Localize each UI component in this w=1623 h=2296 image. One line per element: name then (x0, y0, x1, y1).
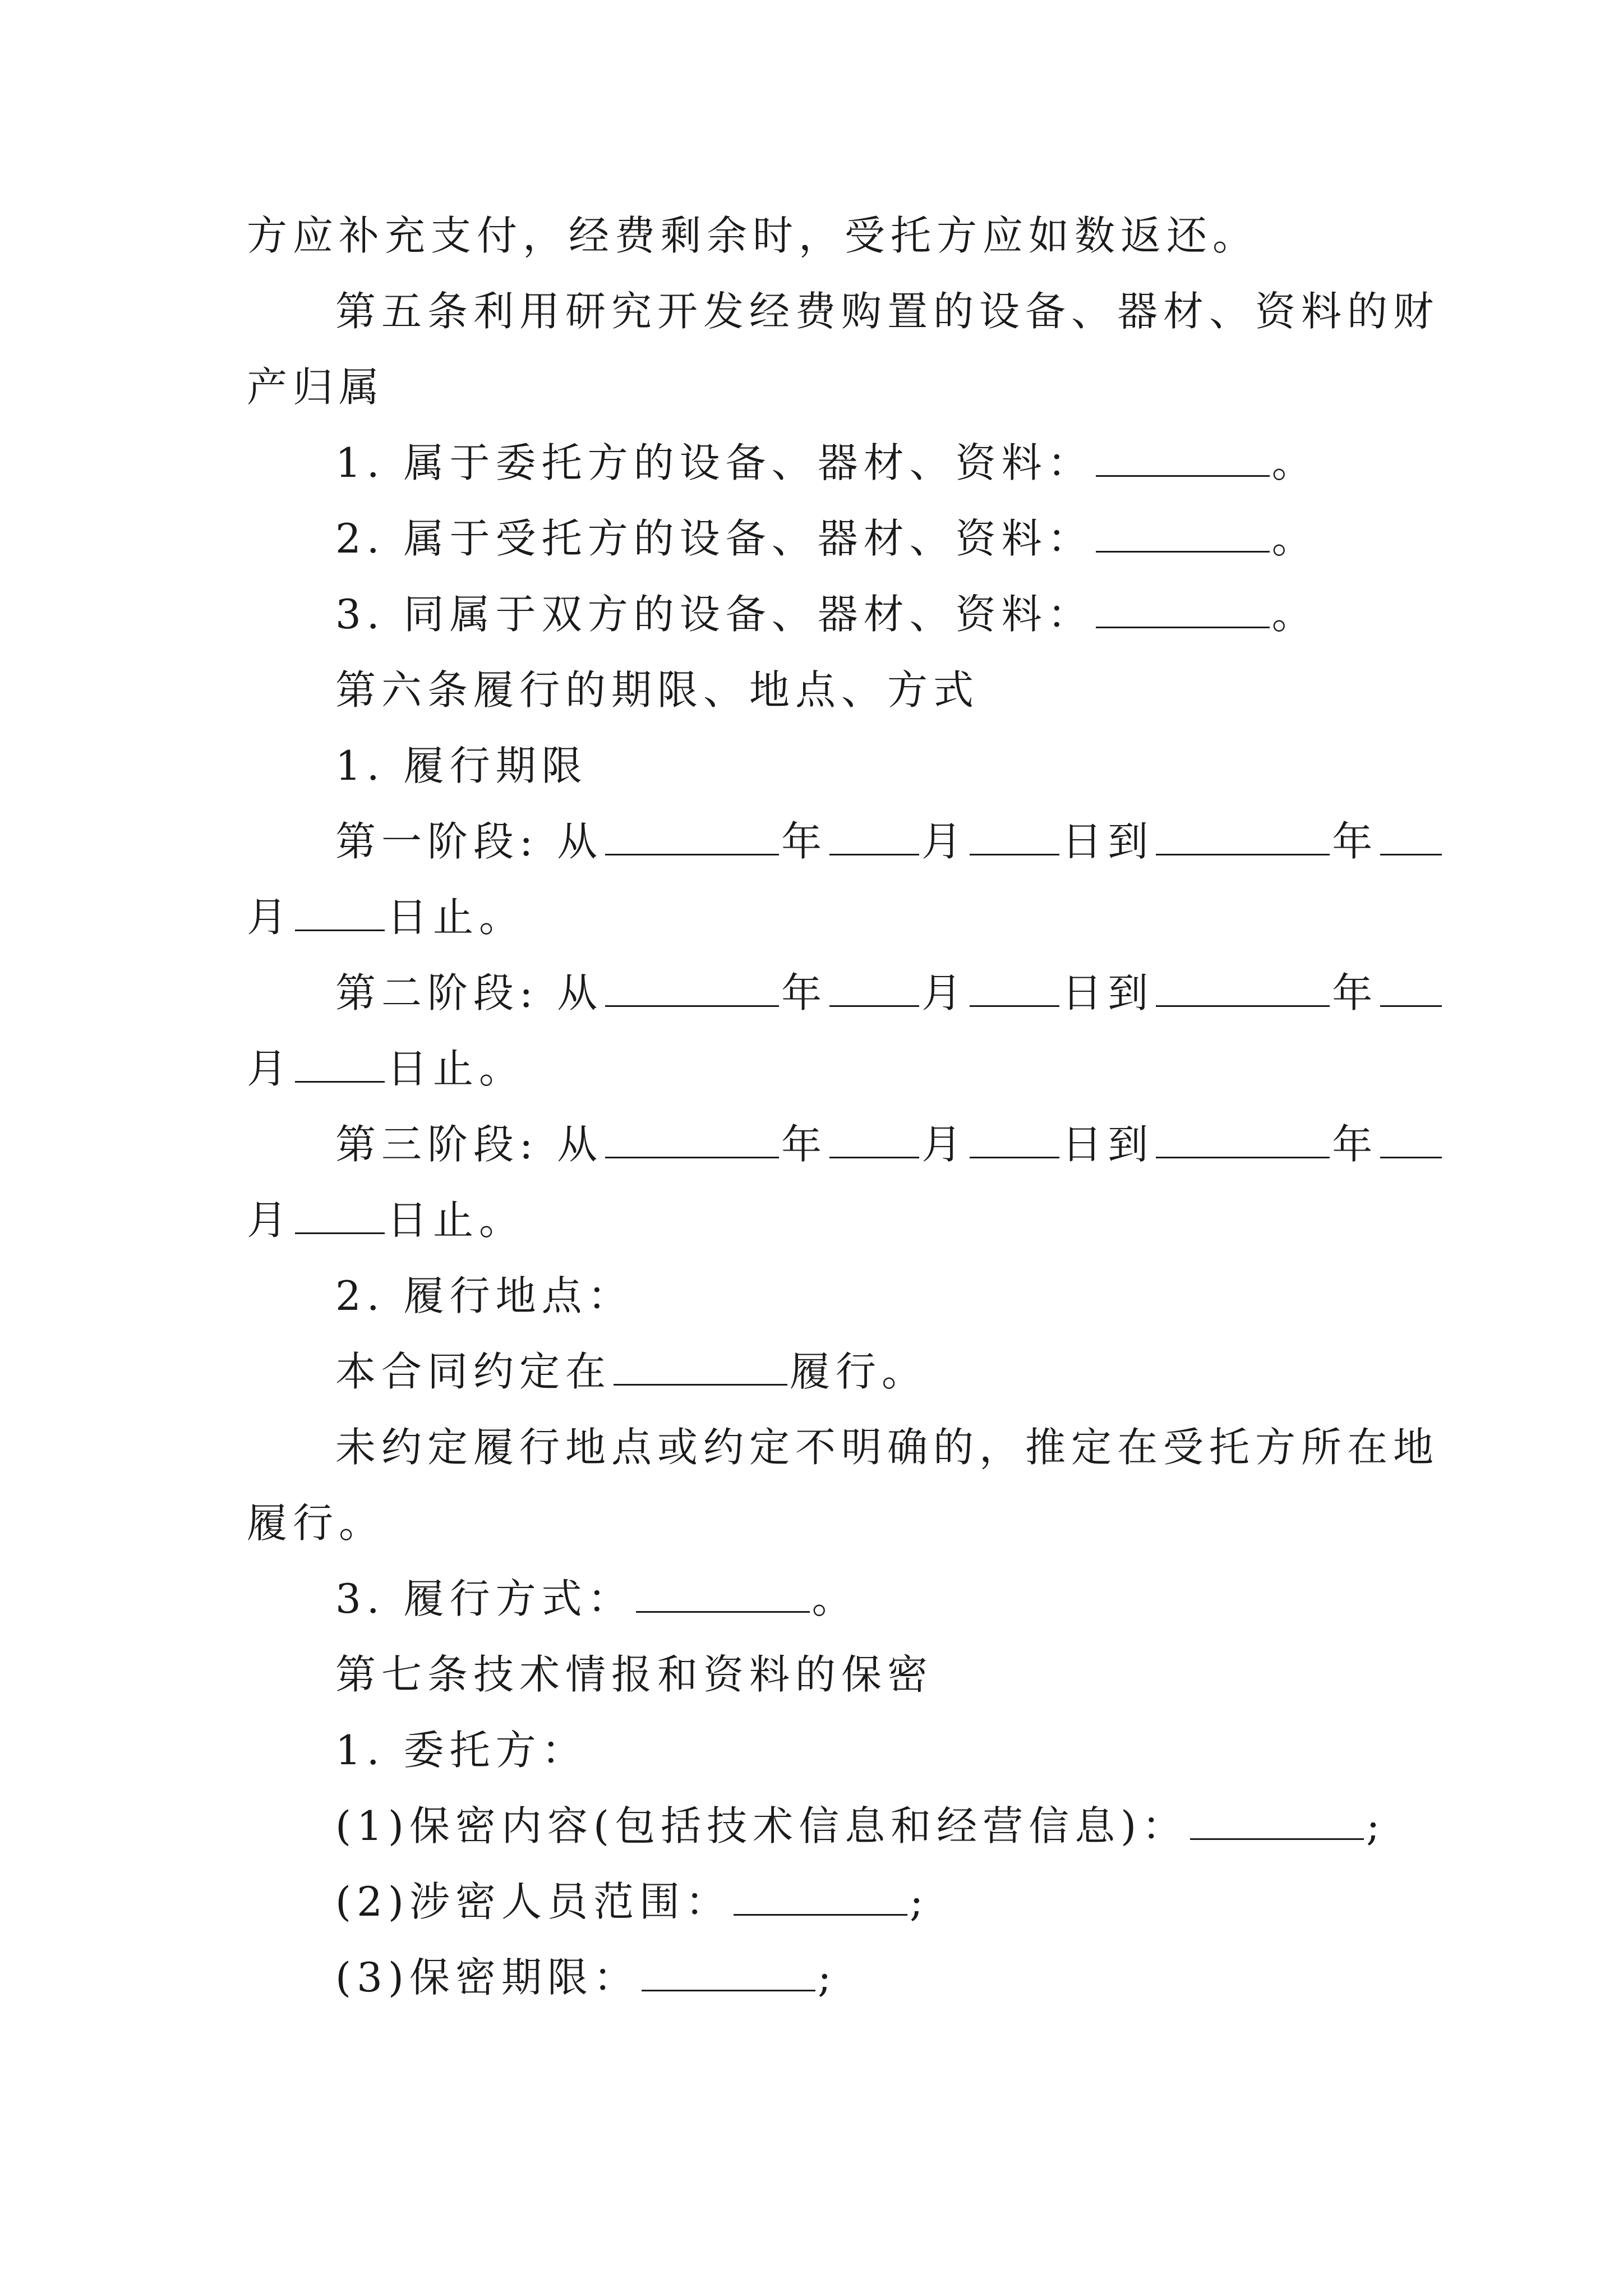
stage-line-end (247, 1041, 525, 1097)
text: 月 (921, 969, 968, 1016)
text: 年 (1332, 969, 1378, 1016)
text-line (247, 1495, 385, 1551)
text: 月 (247, 1197, 293, 1244)
text: 月 (921, 1121, 968, 1168)
text: 第一阶段: 从 (335, 818, 603, 865)
stage-line-end (247, 1192, 525, 1248)
list-item (335, 510, 1318, 567)
text: 履行。 (790, 1348, 928, 1395)
list-item (335, 1268, 634, 1324)
fill-blank (605, 1122, 779, 1158)
fill-blank (636, 1576, 810, 1613)
text: 日到 (1062, 969, 1154, 1016)
text: ; (910, 1878, 929, 1925)
fill-blank (1096, 516, 1270, 553)
text: 。 (1271, 439, 1318, 486)
text-line (335, 1343, 928, 1400)
list-item (335, 1722, 588, 1778)
text: 年 (781, 1121, 828, 1168)
list-item (335, 1571, 858, 1627)
article-7-heading (335, 1646, 933, 1703)
text: 日到 (1062, 818, 1154, 865)
text: 日止。 (387, 894, 525, 941)
fill-blank (970, 819, 1059, 855)
text: 产归属 (247, 364, 385, 411)
fill-blank (614, 1349, 787, 1386)
text: (1)保密内容(包括技术信息和经营信息)： (335, 1802, 1188, 1849)
fill-blank (829, 970, 919, 1007)
text: 月 (921, 818, 968, 865)
text: 第五条利用研究开发经费购置的设备、器材、资料的财 (335, 288, 1440, 335)
fill-blank (295, 1046, 385, 1083)
text: 3. 同属于双方的设备、器材、资料： (335, 591, 1094, 638)
text: (3)保密期限： (335, 1954, 639, 2001)
stage-line-end (247, 889, 525, 945)
fill-blank (970, 970, 1059, 1007)
text: 。 (1271, 591, 1318, 638)
stage-line (335, 965, 1444, 1021)
list-item (335, 586, 1318, 642)
fill-blank (1096, 592, 1270, 628)
text: 。 (1271, 515, 1318, 562)
fill-blank (295, 895, 385, 931)
text: 年 (1332, 1121, 1378, 1168)
fill-blank (605, 819, 779, 855)
text: 本合同约定在 (335, 1348, 612, 1395)
sub-item (335, 1798, 1385, 1854)
fill-blank (295, 1198, 385, 1234)
fill-blank (829, 1122, 919, 1158)
fill-blank (1380, 970, 1442, 1007)
text: ; (818, 1954, 837, 2001)
list-item (335, 435, 1318, 491)
text: 日止。 (387, 1045, 525, 1092)
article-5-heading (335, 283, 1439, 339)
text: ; (1366, 1802, 1386, 1849)
text: 第六条履行的期限、地点、方式 (335, 666, 980, 714)
text: 年 (781, 818, 828, 865)
text-line (335, 1419, 1439, 1475)
stage-line (335, 813, 1444, 869)
fill-blank (1380, 819, 1442, 855)
text: 日止。 (387, 1197, 525, 1244)
article-6-heading (335, 662, 979, 718)
text: 年 (781, 969, 828, 1016)
text: 。 (811, 1575, 858, 1622)
text-line (247, 359, 385, 415)
text: 第二阶段: 从 (335, 969, 603, 1016)
fill-blank (970, 1122, 1059, 1158)
sub-item (335, 1949, 837, 2005)
fill-blank (1156, 1122, 1330, 1158)
text: 月 (247, 1045, 293, 1092)
text: 1. 委托方： (335, 1727, 588, 1774)
stage-line (335, 1116, 1444, 1172)
fill-blank (605, 970, 779, 1007)
fill-blank (642, 1955, 815, 1991)
text: 年 (1332, 818, 1378, 865)
text: 第三阶段: 从 (335, 1121, 603, 1168)
fill-blank (734, 1879, 907, 1916)
text: 月 (247, 894, 293, 941)
fill-blank (1096, 440, 1270, 477)
text: 1. 履行期限 (335, 742, 588, 789)
text: 日到 (1062, 1121, 1154, 1168)
text: 2. 履行地点： (335, 1272, 634, 1319)
text: 第七条技术情报和资料的保密 (335, 1651, 934, 1698)
text: 履行。 (247, 1499, 385, 1547)
fill-blank (1380, 1122, 1442, 1158)
text: (2)涉密人员范围： (335, 1878, 731, 1925)
text: 3. 履行方式： (335, 1575, 634, 1622)
text: 方应补充支付，经费剩余时，受托方应如数返还。 (247, 212, 1259, 259)
text: 1. 属于委托方的设备、器材、资料： (335, 439, 1094, 486)
sub-item (335, 1874, 929, 1930)
fill-blank (1156, 970, 1330, 1007)
text-line (247, 208, 1258, 264)
fill-blank (829, 819, 919, 855)
fill-blank (1190, 1803, 1364, 1840)
text: 2. 属于受托方的设备、器材、资料： (335, 515, 1094, 562)
list-item (335, 738, 588, 794)
text: 未约定履行地点或约定不明确的，推定在受托方所在地 (335, 1424, 1440, 1471)
fill-blank (1156, 819, 1330, 855)
